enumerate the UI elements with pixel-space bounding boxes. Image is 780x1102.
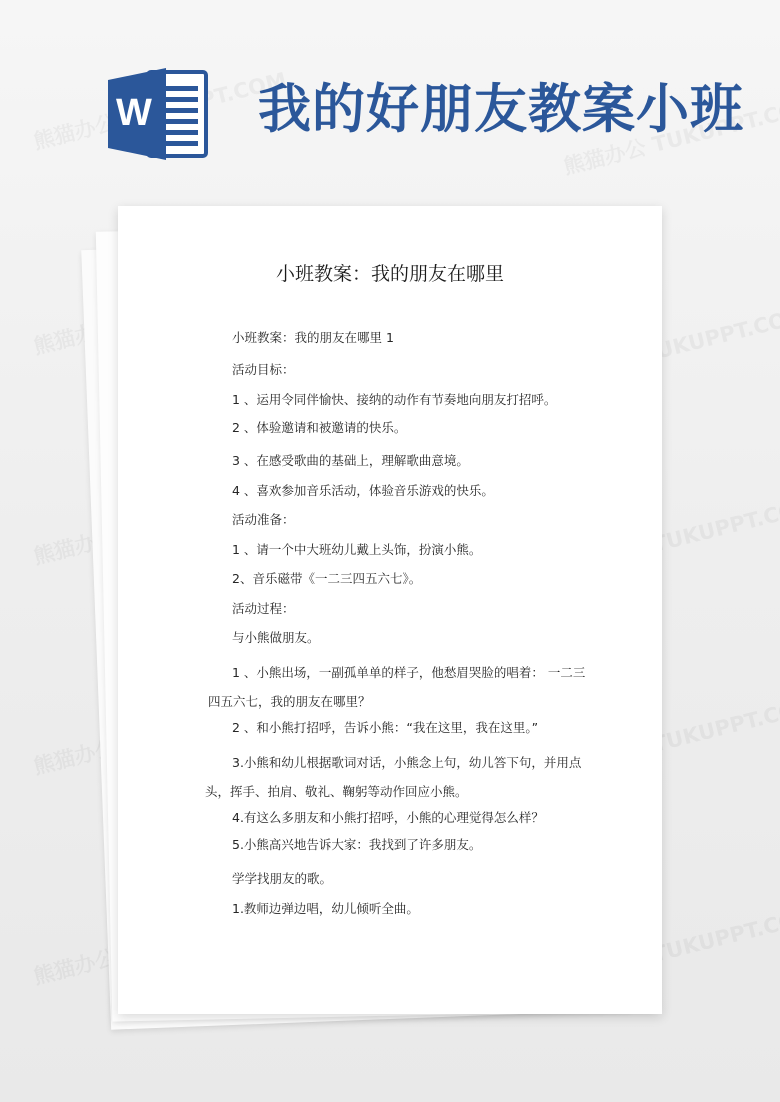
word-app-icon — [108, 68, 210, 160]
doc-line: 3.小熊和幼儿根据歌词对话，小熊念上句，幼儿答下句，并用点 — [232, 755, 582, 770]
doc-line: 与小熊做朋友。 — [232, 630, 320, 645]
doc-line: 1 、小熊出场，一副孤单单的样子，他愁眉哭脸的唱着： 一二三 — [232, 665, 586, 680]
page-title: 我的好朋友教案小班 — [258, 78, 744, 140]
doc-line: 头，挥手、拍肩、敬礼、鞠躬等动作回应小熊。 — [205, 784, 468, 799]
doc-line: 2 、体验邀请和被邀请的快乐。 — [232, 420, 407, 435]
doc-line: 学学找朋友的歌。 — [232, 871, 333, 886]
word-logo-letter: W — [116, 92, 152, 134]
doc-line: 1 、请一个中大班幼儿戴上头饰，扮演小熊。 — [232, 542, 482, 557]
doc-line: 3 、在感受歌曲的基础上，理解歌曲意境。 — [232, 453, 469, 468]
document-title: 小班教案：我的朋友在哪里 — [275, 263, 504, 285]
doc-line: 活动过程： — [232, 601, 295, 616]
doc-line: 2 、和小熊打招呼，告诉小熊：“我在这里，我在这里。” — [232, 720, 539, 735]
doc-line: 四五六七，我的朋友在哪里？ — [208, 694, 371, 709]
doc-line: 1.教师边弹边唱，幼儿倾听全曲。 — [232, 901, 419, 916]
doc-line: 活动准备： — [232, 512, 295, 527]
doc-line: 4 、喜欢参加音乐活动，体验音乐游戏的快乐。 — [232, 483, 494, 498]
doc-line: 小班教案：我的朋友在哪里 1 — [232, 330, 394, 345]
doc-line: 1 、运用令同伴愉快、接纳的动作有节奏地向朋友打招呼。 — [232, 392, 557, 407]
doc-line: 5.小熊高兴地告诉大家：我找到了许多朋友。 — [232, 837, 482, 852]
doc-line: 2、音乐磁带《一二三四五六七》。 — [232, 571, 422, 586]
doc-line: 4.有这么多朋友和小熊打招呼，小熊的心理觉得怎么样？ — [232, 810, 544, 825]
doc-line: 活动目标： — [232, 362, 295, 377]
